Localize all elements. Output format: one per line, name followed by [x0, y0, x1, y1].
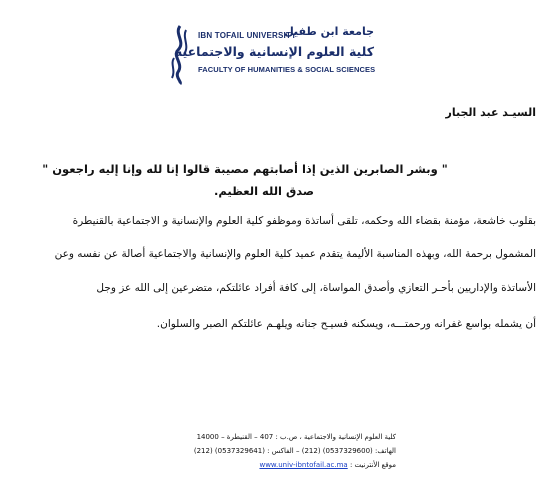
footer-address: كلية العلوم الإنسانية والاجتماعية ، ص.ب : 407 – القنيطرة – 14000 — [196, 433, 396, 441]
logo-faculty-en: FACULTY OF HUMANITIES & SOCIAL SCIENCES — [198, 65, 376, 74]
footer-website-label: موقع الأنترنيت : — [349, 461, 396, 469]
recipient-name: السيـد عبد الجبار — [445, 106, 536, 119]
body-line: الأساتذة والإداريين بأحـر التعازي وأصدق المواساة، إلى كافة أفراد عائلتكم، متضرعين إلى الله عز وجل — [96, 282, 536, 294]
footer-website — [259, 461, 396, 469]
logo-university-en: IBN TOFAIL UNIVERSITY — [198, 31, 297, 40]
quran-verse: " وبشر الصابرين الذين إذا أصابتهم مصيبة قالوا إنا لله وإنا إليه راجعون " — [42, 162, 448, 176]
university-logo — [162, 22, 376, 90]
logo-faculty-ar: كلية العلوم الإنسانية والاجتماعية — [174, 44, 374, 59]
logo-university-ar: جامعة ابن طفيل — [284, 25, 374, 38]
body-line: المشمول برحمة الله، وبهذه المناسبة الأليمة يتقدم عميد كلية العلوم والإنسانية والاجتماعية أصالة عن نفسه وعن — [54, 248, 536, 260]
footer-phone-fax: الهاتف: (0537329600) (212) – الفاكس : (0537329641) (212) — [193, 447, 396, 455]
footer-website-link[interactable]: www.univ-ibntofail.ac.ma — [259, 461, 348, 469]
verse-attribution: صدق الله العظيم. — [213, 184, 314, 198]
body-line: بقلوب خاشعة، مؤمنة بقضاء الله وحكمه، تلقى أساتذة وموظفو كلية العلوم والإنسانية و الاجتماعية بالقنيطرة — [72, 215, 536, 227]
body-line: أن يشمله بواسع غفرانه ورحمتـــه، ويسكنه فسيـح جنانه ويلهـم عائلتكم الصبر والسلوان. — [156, 318, 536, 330]
